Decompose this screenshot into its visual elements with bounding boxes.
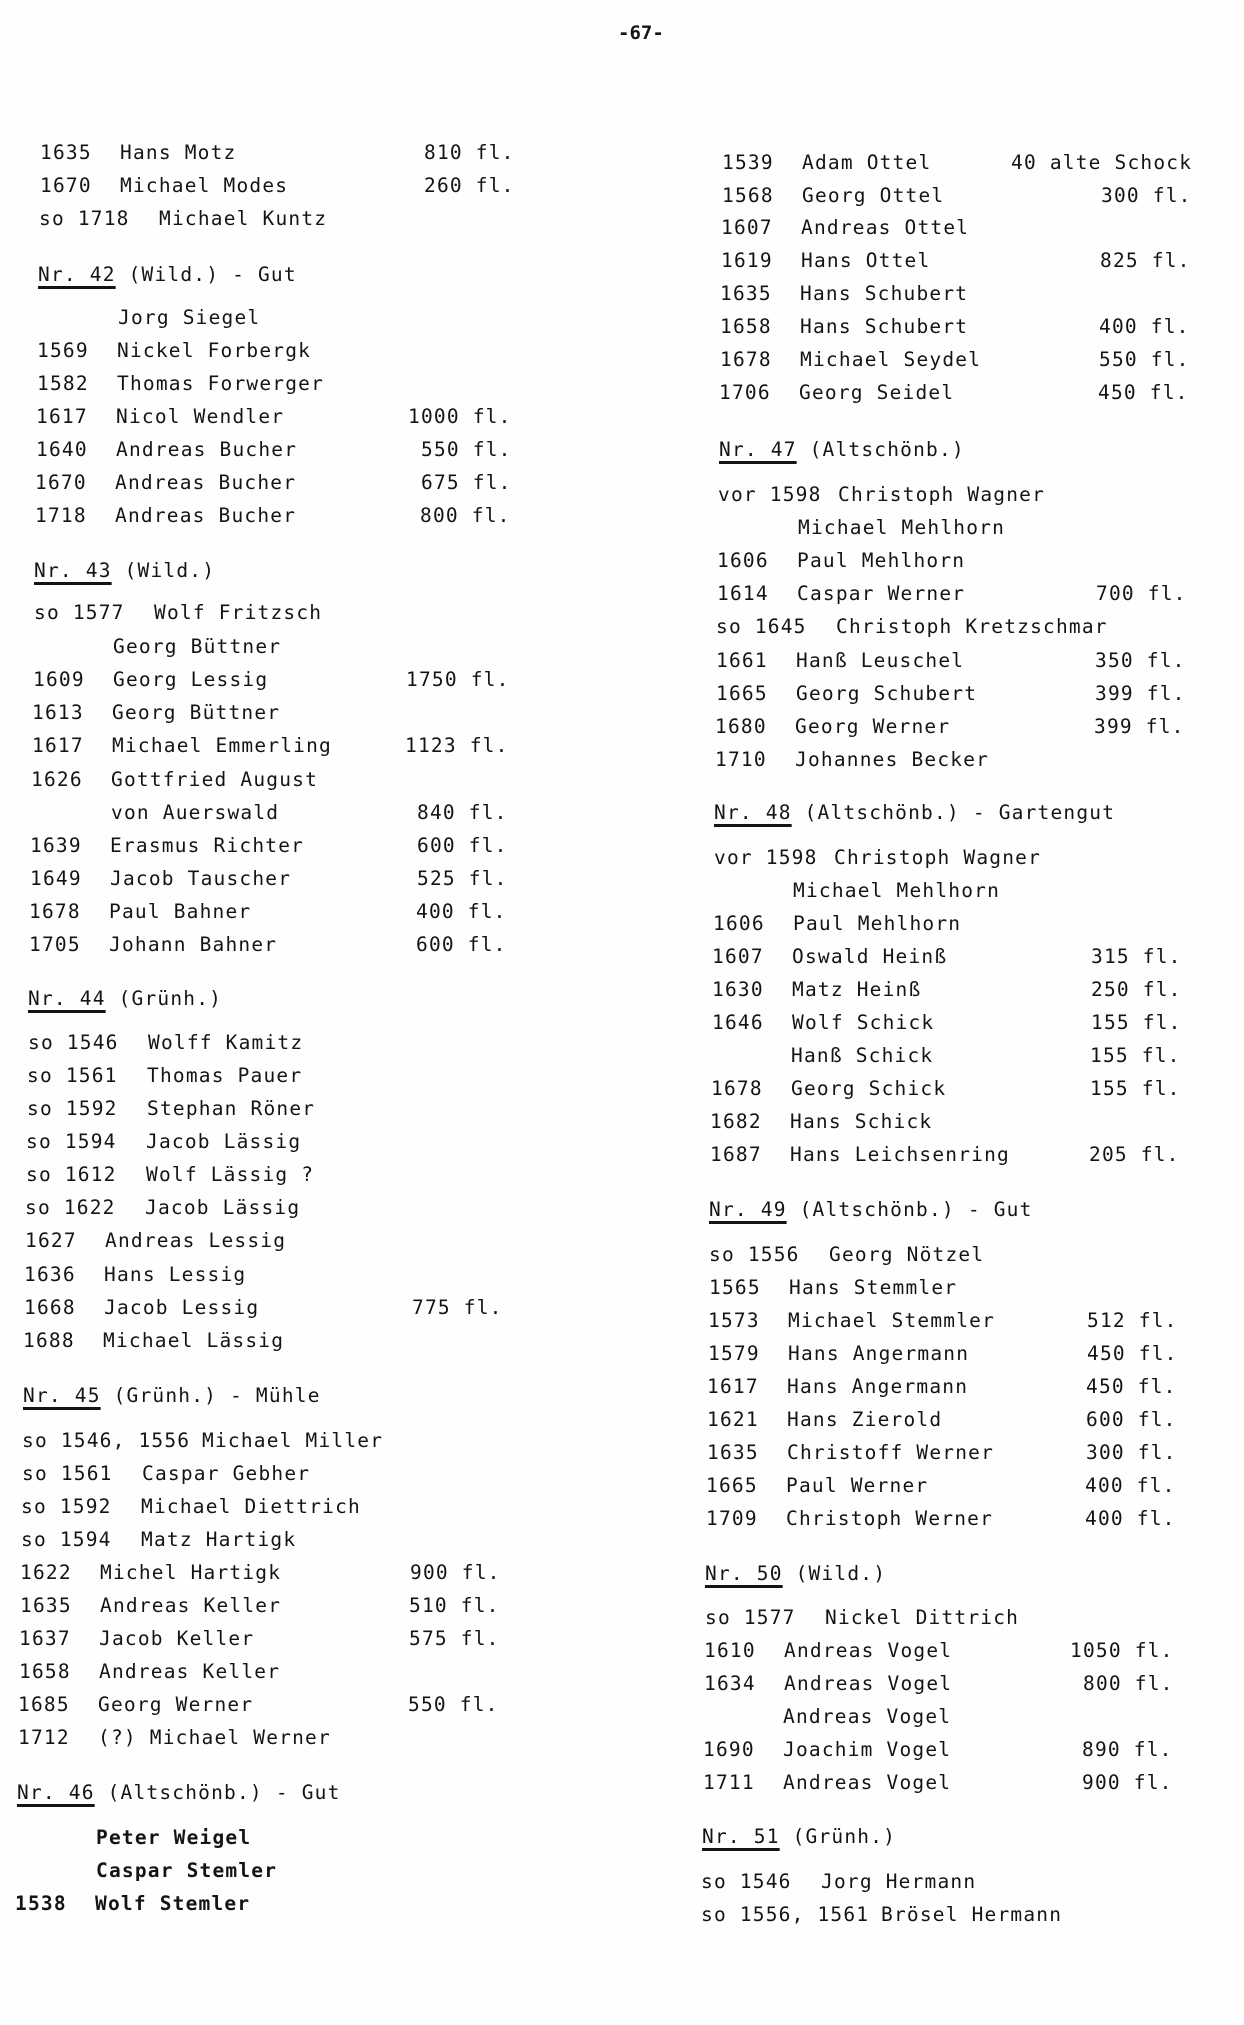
entry-name: Andreas Bucher: [116, 438, 298, 461]
section-heading: [709, 1197, 1033, 1223]
entry-name: Hans Angermann: [788, 1342, 970, 1365]
entry-name: Oswald Heinß: [792, 945, 948, 968]
entry-name: Michael Stemmler: [788, 1309, 996, 1332]
entry-name: Hans Schubert: [800, 282, 969, 305]
entry-name: Andreas Ottel: [801, 216, 970, 239]
entry-year: so 1594: [21, 1528, 112, 1551]
entry-name: Hans Angermann: [787, 1375, 969, 1398]
entry-name: Andreas Vogel: [784, 1672, 953, 1695]
entry-name: Hans Motz: [120, 141, 237, 164]
entry-name: Joachim Vogel: [783, 1738, 952, 1761]
entry-row: [0, 1869, 1244, 1895]
entry-year: so 1594: [26, 1130, 117, 1153]
entry-name: Andreas Lessig: [105, 1229, 287, 1252]
entry-value: 155 fl.: [1090, 1077, 1181, 1100]
entry-year: 1634: [704, 1672, 756, 1695]
entry-name: Christoph Werner: [786, 1507, 994, 1530]
section-number: Nr. 44: [28, 987, 106, 1010]
entry-row: [0, 1142, 1244, 1168]
entry-year: 1705: [29, 933, 81, 956]
entry-name: Michael Diettrich: [141, 1495, 361, 1518]
entry-name: Hans Lessig: [104, 1263, 247, 1286]
entry-name: Nickel Dittrich: [825, 1606, 1020, 1629]
entry-year: so 1612: [26, 1163, 117, 1186]
entry-year: 1569: [37, 339, 89, 362]
entry-value: 250 fl.: [1091, 978, 1182, 1001]
entry-name: Erasmus Richter: [110, 834, 305, 857]
entry-name: Georg Schick: [791, 1077, 947, 1100]
entry-year: 1637: [19, 1627, 71, 1650]
entry-name: Christoff Werner: [787, 1441, 995, 1464]
entry-value: 550 fl.: [421, 438, 512, 461]
entry-year: 1718: [35, 504, 87, 527]
entry-name: Georg Ottel: [802, 184, 945, 207]
entry-name: Jorg Siegel: [118, 306, 261, 329]
entry-year: 1635: [40, 141, 92, 164]
entry-year: 1606: [717, 549, 769, 572]
section-number: Nr. 45: [23, 1384, 101, 1407]
section-number: Nr. 46: [17, 1781, 95, 1804]
section-title: (Grünh.): [118, 987, 223, 1010]
entry-row: [0, 248, 1244, 274]
entry-name: Andreas Keller: [99, 1660, 281, 1683]
entry-name: Andreas Vogel: [784, 1639, 953, 1662]
entry-name: Michael Miller: [202, 1429, 384, 1452]
entry-row: [0, 515, 1244, 541]
entry-value: 775 fl.: [412, 1296, 503, 1319]
entry-name: Christoph Kretzschmar: [836, 615, 1108, 638]
entry-value: 825 fl.: [1100, 249, 1191, 272]
entry-name: Andreas Vogel: [783, 1771, 952, 1794]
entry-year: 1706: [719, 381, 771, 404]
entry-row: [0, 281, 1244, 307]
entry-year: 1665: [716, 682, 768, 705]
section-number: Nr. 50: [705, 1562, 783, 1585]
section-title: (Altschönb.) - Gut: [799, 1198, 1033, 1221]
entry-year: 1635: [720, 282, 772, 305]
entry-year: 1613: [32, 701, 84, 724]
entry-year: so 1592: [21, 1495, 112, 1518]
section-number: Nr. 49: [709, 1198, 787, 1221]
entry-year: 1646: [712, 1011, 764, 1034]
entry-name: Paul Mehlhorn: [793, 912, 962, 935]
entry-year: 1617: [32, 734, 84, 757]
section-title: (Grünh.): [792, 1825, 897, 1848]
entry-name: Johannes Becker: [795, 748, 990, 771]
entry-value: 800 fl.: [1083, 1672, 1174, 1695]
entry-value: 550 fl.: [408, 1693, 499, 1716]
entry-name: Nicol Wendler: [116, 405, 285, 428]
entry-row: [0, 380, 1244, 406]
entry-name: Wolf Lässig ?: [146, 1163, 315, 1186]
entry-year: so 1577: [34, 601, 125, 624]
entry-name: Georg Werner: [98, 1693, 254, 1716]
section-number: Nr. 51: [702, 1825, 780, 1848]
entry-value: 575 fl.: [409, 1627, 500, 1650]
section-heading: [702, 1824, 896, 1850]
entry-row: [0, 1605, 1244, 1631]
entry-name: Thomas Forwerger: [117, 372, 325, 395]
entry-name: Andreas Bucher: [115, 504, 297, 527]
entry-row: [0, 1671, 1244, 1697]
entry-name: Georg Lessig: [113, 668, 269, 691]
entry-value: 550 fl.: [1099, 348, 1190, 371]
entry-value: 1050 fl.: [1070, 1639, 1174, 1662]
entry-row: [0, 150, 1244, 176]
entry-row: [0, 347, 1244, 373]
entry-name: Christoph Wagner: [838, 483, 1046, 506]
entry-year: 1670: [35, 471, 87, 494]
entry-name: Jacob Tauscher: [110, 867, 292, 890]
entry-row: [0, 581, 1244, 607]
entry-row: [0, 1043, 1244, 1069]
entry-year: 1635: [20, 1594, 72, 1617]
entry-value: 400 fl.: [1099, 315, 1190, 338]
section-title: (Wild.): [795, 1562, 887, 1585]
entry-year: 1678: [720, 348, 772, 371]
entry-row: [0, 845, 1244, 871]
entry-name: Georg Schubert: [796, 682, 978, 705]
entry-year: 1682: [710, 1110, 762, 1133]
entry-row: [0, 944, 1244, 970]
section-title: (Altschönb.): [809, 438, 965, 461]
entry-name: Michael Lässig: [103, 1329, 285, 1352]
entry-year: so 1546, 1556: [22, 1429, 191, 1452]
section-title: (Wild.) - Gut: [128, 263, 297, 286]
entry-year: 1688: [23, 1329, 75, 1352]
entry-year: 1678: [711, 1077, 763, 1100]
entry-year: 1565: [709, 1276, 761, 1299]
entry-name: Michel Hartigk: [100, 1561, 282, 1584]
entry-row: [0, 1506, 1244, 1532]
entry-year: so 1556: [709, 1243, 800, 1266]
entry-value: 512 fl.: [1087, 1309, 1178, 1332]
entry-row: [0, 183, 1244, 209]
entry-name: Jacob Lessig: [104, 1296, 260, 1319]
entry-year: vor 1598: [718, 483, 822, 506]
entry-year: so 1622: [25, 1196, 116, 1219]
entry-year: 1621: [707, 1408, 759, 1431]
entry-row: [0, 1770, 1244, 1796]
entry-name: Caspar Gebher: [142, 1462, 311, 1485]
entry-name: Christoph Wagner: [834, 846, 1042, 869]
entry-row: [0, 548, 1244, 574]
entry-row: [0, 1275, 1244, 1301]
entry-name: Hans Schubert: [800, 315, 969, 338]
entry-value: 700 fl.: [1096, 582, 1187, 605]
entry-row: [0, 648, 1244, 674]
entry-row: [0, 1242, 1244, 1268]
entry-value: 399 fl.: [1094, 715, 1185, 738]
entry-name: Brösel Hermann: [881, 1903, 1063, 1926]
entry-name: Michael Mehlhorn: [798, 516, 1006, 539]
entry-year: so 1556, 1561: [701, 1903, 870, 1926]
entry-year: 1687: [710, 1143, 762, 1166]
entry-name: Peter Weigel: [96, 1826, 252, 1849]
entry-year: vor 1598: [714, 846, 818, 869]
entry-name: Hans Zierold: [787, 1408, 943, 1431]
entry-year: so 1561: [27, 1064, 118, 1087]
section-heading: [714, 800, 1115, 826]
entry-name: Andreas Keller: [100, 1594, 282, 1617]
entry-year: 1649: [30, 867, 82, 890]
section-title: (Altschönb.) - Gartengut: [804, 801, 1116, 824]
entry-row: [0, 911, 1244, 937]
entry-row: [0, 1407, 1244, 1433]
entry-row: [0, 614, 1244, 640]
entry-name: Hans Schick: [790, 1110, 933, 1133]
section-heading: [719, 437, 965, 463]
entry-value: 350 fl.: [1095, 649, 1186, 672]
entry-name: Michael Emmerling: [112, 734, 332, 757]
entry-year: 1606: [713, 912, 765, 935]
entry-year: 1658: [720, 315, 772, 338]
entry-year: 1579: [708, 1342, 760, 1365]
entry-name: Matz Heinß: [792, 978, 922, 1001]
entry-row: [0, 747, 1244, 773]
entry-value: 155 fl.: [1090, 1044, 1181, 1067]
entry-year: 1685: [18, 1693, 70, 1716]
entry-year: 1630: [712, 978, 764, 1001]
entry-name: Hanß Schick: [791, 1044, 934, 1067]
entry-name: Johann Bahner: [109, 933, 278, 956]
entry-year: 1678: [29, 900, 81, 923]
entry-row: [0, 681, 1244, 707]
entry-name: Stephan Röner: [147, 1097, 316, 1120]
entry-name: Nickel Forbergk: [117, 339, 312, 362]
entry-row: [0, 1902, 1244, 1928]
entry-name: von Auerswald: [111, 801, 280, 824]
entry-year: 1712: [18, 1726, 70, 1749]
entry-value: 155 fl.: [1091, 1011, 1182, 1034]
entry-row: [0, 1440, 1244, 1466]
entry-name: Andreas Bucher: [115, 471, 297, 494]
entry-value: 840 fl.: [417, 801, 508, 824]
entry-name: Michael Kuntz: [159, 207, 328, 230]
entry-value: 260 fl.: [424, 174, 515, 197]
section-number: Nr. 48: [714, 801, 792, 824]
entry-year: 1665: [706, 1474, 758, 1497]
entry-year: 1622: [20, 1561, 72, 1584]
entry-year: so 1561: [22, 1462, 113, 1485]
entry-row: [0, 1374, 1244, 1400]
entry-value: 1750 fl.: [406, 668, 510, 691]
entry-name: Georg Werner: [795, 715, 951, 738]
entry-row: [0, 1638, 1244, 1664]
entry-value: 600 fl.: [417, 834, 508, 857]
entry-year: 1635: [707, 1441, 759, 1464]
entry-year: 1610: [704, 1639, 756, 1662]
entry-year: so 1546: [28, 1031, 119, 1054]
entry-year: so 1546: [701, 1870, 792, 1893]
entry-year: 1661: [716, 649, 768, 672]
entry-name: Jorg Hermann: [821, 1870, 977, 1893]
entry-year: 1640: [36, 438, 88, 461]
section-heading: [705, 1561, 886, 1587]
entry-year: so 1645: [716, 615, 807, 638]
entry-year: 1658: [19, 1660, 71, 1683]
entry-year: 1711: [703, 1771, 755, 1794]
entry-row: [0, 977, 1244, 1003]
entry-name: Georg Büttner: [113, 635, 282, 658]
entry-name: Hans Stemmler: [789, 1276, 958, 1299]
entry-year: 1582: [37, 372, 89, 395]
entry-value: 800 fl.: [420, 504, 511, 527]
entry-row: [0, 1473, 1244, 1499]
entry-name: Adam Ottel: [802, 151, 932, 174]
entry-year: 1607: [721, 216, 773, 239]
entry-value: 400 fl.: [1085, 1474, 1176, 1497]
entry-year: so 1718: [39, 207, 130, 230]
entry-year: 1709: [706, 1507, 758, 1530]
entry-name: Wolff Kamitz: [148, 1031, 304, 1054]
section-number: Nr. 43: [34, 559, 112, 582]
entry-year: 1573: [708, 1309, 760, 1332]
entry-value: 675 fl.: [421, 471, 512, 494]
entry-year: 1626: [31, 768, 83, 791]
entry-year: 1690: [703, 1738, 755, 1761]
entry-name: (?) Michael Werner: [98, 1726, 331, 1749]
entry-name: Georg Büttner: [112, 701, 281, 724]
entry-value: 205 fl.: [1089, 1143, 1180, 1166]
entry-year: 1619: [721, 249, 773, 272]
entry-row: [0, 1308, 1244, 1334]
entry-value: 890 fl.: [1082, 1738, 1173, 1761]
entry-year: 1539: [722, 151, 774, 174]
entry-year: 1607: [712, 945, 764, 968]
section-title: (Grünh.) - Mühle: [113, 1384, 321, 1407]
entry-year: 1680: [715, 715, 767, 738]
entry-value: 1000 fl.: [408, 405, 512, 428]
entry-year: 1639: [30, 834, 82, 857]
entry-name: Georg Seidel: [799, 381, 955, 404]
entry-value: 1123 fl.: [405, 734, 509, 757]
entry-row: [0, 878, 1244, 904]
entry-value: 450 fl.: [1087, 1342, 1178, 1365]
entry-value: 399 fl.: [1095, 682, 1186, 705]
entry-name: Michael Seydel: [800, 348, 982, 371]
entry-value: 510 fl.: [409, 1594, 500, 1617]
entry-row: [0, 1704, 1244, 1730]
entry-value: 300 fl.: [1086, 1441, 1177, 1464]
entry-name: Paul Mehlhorn: [797, 549, 966, 572]
entry-row: [0, 314, 1244, 340]
entry-value: 600 fl.: [416, 933, 507, 956]
page-number: -67-: [618, 22, 664, 44]
entry-value: 400 fl.: [1085, 1507, 1176, 1530]
entry-value: 300 fl.: [1101, 184, 1192, 207]
entry-name: Hans Leichsenring: [790, 1143, 1010, 1166]
entry-year: 1627: [25, 1229, 77, 1252]
entry-name: Wolf Schick: [792, 1011, 935, 1034]
section-number: Nr. 47: [719, 438, 797, 461]
entry-year: 1614: [717, 582, 769, 605]
entry-name: Caspar Werner: [797, 582, 966, 605]
entry-year: so 1577: [705, 1606, 796, 1629]
entry-value: 450 fl.: [1086, 1375, 1177, 1398]
entry-value: 315 fl.: [1091, 945, 1182, 968]
entry-value: 810 fl.: [424, 141, 515, 164]
entry-value: 900 fl.: [410, 1561, 501, 1584]
entry-row: [0, 714, 1244, 740]
entry-row: [0, 1010, 1244, 1036]
entry-year: 1609: [33, 668, 85, 691]
entry-year: 1668: [24, 1296, 76, 1319]
entry-value: 525 fl.: [417, 867, 508, 890]
entry-value: 400 fl.: [416, 900, 507, 923]
entry-name: Matz Hartigk: [141, 1528, 297, 1551]
entry-value: 600 fl.: [1086, 1408, 1177, 1431]
entry-name: Paul Werner: [786, 1474, 929, 1497]
section-title: (Altschönb.) - Gut: [107, 1781, 341, 1804]
entry-name: Hans Ottel: [801, 249, 931, 272]
entry-value: 900 fl.: [1082, 1771, 1173, 1794]
entry-name: Jacob Lässig: [146, 1130, 302, 1153]
entry-year: 1538: [15, 1892, 67, 1915]
entry-row: [0, 1737, 1244, 1763]
entry-name: Wolf Fritzsch: [154, 601, 323, 624]
entry-name: Hanß Leuschel: [796, 649, 965, 672]
entry-year: 1617: [707, 1375, 759, 1398]
section-title: (Wild.): [124, 559, 216, 582]
entry-value: 40 alte Schock: [1011, 151, 1193, 174]
entry-value: 450 fl.: [1098, 381, 1189, 404]
entry-name: Paul Bahner: [109, 900, 252, 923]
entry-row: [0, 482, 1244, 508]
entry-year: 1710: [715, 748, 767, 771]
entry-name: Georg Nötzel: [829, 1243, 985, 1266]
entry-row: [0, 1076, 1244, 1102]
entry-row: [0, 1341, 1244, 1367]
entry-name: Michael Mehlhorn: [793, 879, 1001, 902]
entry-name: Thomas Pauer: [147, 1064, 303, 1087]
section-number: Nr. 42: [38, 263, 116, 286]
entry-name: Gottfried August: [111, 768, 319, 791]
entry-name: Jacob Keller: [99, 1627, 255, 1650]
entry-name: Wolf Stemler: [95, 1892, 251, 1915]
entry-year: 1568: [722, 184, 774, 207]
entry-name: Caspar Stemler: [96, 1859, 278, 1882]
entry-year: 1670: [40, 174, 92, 197]
entry-name: Jacob Lässig: [145, 1196, 301, 1219]
entry-year: 1636: [24, 1263, 76, 1286]
entry-row: [0, 215, 1244, 241]
entry-row: [0, 1109, 1244, 1135]
entry-name: Andreas Vogel: [783, 1705, 952, 1728]
entry-name: Michael Modes: [120, 174, 289, 197]
entry-year: so 1592: [27, 1097, 118, 1120]
entry-year: 1617: [36, 405, 88, 428]
